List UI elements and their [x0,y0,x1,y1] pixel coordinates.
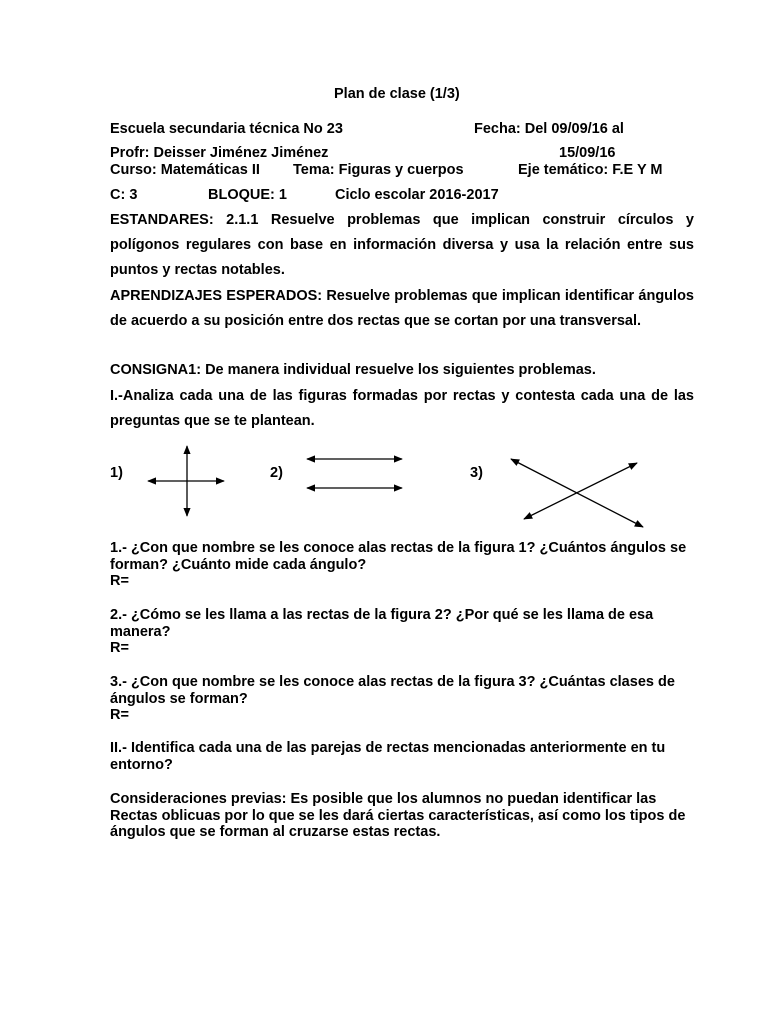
school-name: Escuela secundaria técnica No 23 [110,121,343,137]
figure-1-label: 1) [110,465,123,481]
school-year: Ciclo escolar 2016-2017 [335,187,499,203]
figure-3-label: 3) [470,465,483,481]
question-1-answer: R= [110,573,129,589]
grade: C: 3 [110,187,138,203]
consigna-paragraph: CONSIGNA1: De manera individual resuelve los siguientes problemas. [110,362,596,378]
question-3 [110,674,700,724]
date-label: Fecha: Del 09/09/16 al [474,121,624,137]
question-2 [110,607,700,657]
teacher-name: Profr: Deisser Jiménez Jiménez [110,145,329,161]
question-2-text: 2.- ¿Cómo se les llama a las rectas de la figura 2? ¿Por qué se les llama de esa manera? [110,607,654,640]
part2-instructions: II.- Identifica cada una de las parejas de rectas mencionadas anteriormente en tu entorno? [110,740,666,773]
figure-2-parallel-lines [307,459,402,488]
block: BLOQUE: 1 [208,187,287,203]
question-1 [110,540,700,590]
question-2-answer: R= [110,640,129,656]
figure-3-oblique-lines [511,459,643,527]
considerations-paragraph: Consideraciones previas: Es posible que los alumnos no puedan identificar las Rectas oblicuas por lo que se les dará ciertas características, así como los tipos de ángulos que se forman al cruzarse estas rectas. [110,791,686,840]
topic: Tema: Figuras y cuerpos [293,162,464,178]
document-title: Plan de clase (1/3) [334,86,460,102]
question-3-text: 3.- ¿Con que nombre se les conoce alas rectas de la figura 3? ¿Cuántas clases de ángulos se forman? [110,674,675,707]
aprendizajes-paragraph: APRENDIZAJES ESPERADOS: Resuelve problemas que implican identificar ángulos de acuerdo a su posición entre dos rectas que se cortan por una transversal. [110,288,694,329]
date-end: 15/09/16 [559,145,616,161]
question-1-text: 1.- ¿Con que nombre se les conoce alas rectas de la figura 1? ¿Cuántos ángulos se forman? ¿Cuánto mide cada ángulo? [110,540,687,573]
estandares-paragraph: ESTANDARES: 2.1.1 Resuelve problemas que implican construir círculos y polígonos regulares con base en información diversa y usa la relación entre sus puntos y rectas notables. [110,212,694,278]
question-3-answer: R= [110,707,129,723]
thematic-axis: Eje temático: F.E Y M [518,162,663,178]
part1-instructions: I.-Analiza cada una de las figuras formadas por rectas y contesta cada una de las preguntas que se te plantean. [110,388,694,429]
figure-2-label: 2) [270,465,283,481]
course: Curso: Matemáticas II [110,162,260,178]
figure-1-perpendicular-lines [148,446,224,516]
